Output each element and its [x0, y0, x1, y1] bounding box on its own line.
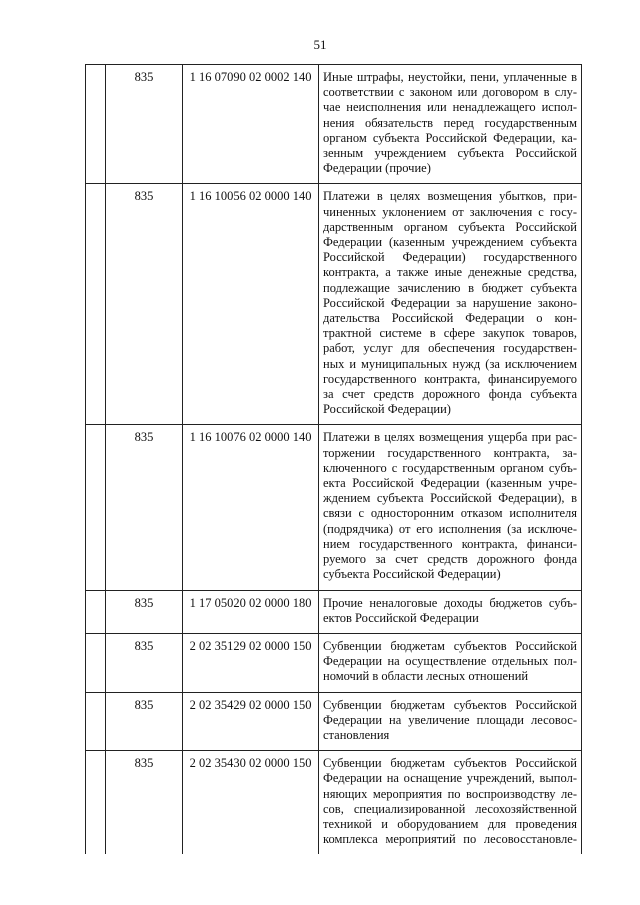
kbk-code-cell: 1 16 10056 02 0000 140	[183, 184, 319, 425]
description-line: становления	[323, 727, 390, 742]
table-row	[86, 425, 582, 590]
kbk-code-cell: 1 17 05020 02 0000 180	[183, 590, 319, 633]
description-line: Субвенции бюджетам субъектов Российской	[323, 638, 577, 653]
description-line: Субвенции бюджетам субъектов Российской	[323, 697, 577, 712]
description-line: Российской Федерации)	[323, 402, 451, 417]
description-line: (подрядчика) от его исполнения (за исключе-	[323, 521, 577, 536]
table-row	[86, 692, 582, 751]
description-line: Федерации (прочие)	[323, 161, 431, 176]
description-line: няющих мероприятия по воспроизводству ле-	[323, 786, 577, 801]
description-line: связи с односторонним отказом исполнителя	[323, 506, 577, 521]
description-line: за счет средств дорожного фонда субъекта	[323, 387, 577, 402]
description-line: Платежи в целях возмещения ущерба при рас-	[323, 430, 577, 445]
description-cell	[319, 184, 582, 425]
description-line: трактной системе в сфере закупок товаров,	[323, 326, 577, 341]
description-line: государственного контракта, финансируемого	[323, 371, 577, 386]
description-line: зенным учреждением субъекта Российской	[323, 146, 577, 161]
admin-code-cell: 835	[106, 633, 183, 692]
description-line: чае неисполнения или ненадлежащего испол-	[323, 100, 577, 115]
kbk-code-cell: 2 02 35430 02 0000 150	[183, 751, 319, 855]
description-line: дарственным органом субъекта Российской	[323, 219, 577, 234]
description-line: ждением субъекта Российской Федерации), в	[323, 491, 577, 506]
description-line: подлежащие зачислению в бюджет субъекта	[323, 280, 577, 295]
description-cell	[319, 751, 582, 855]
description-line: нения обязательств перед государственным	[323, 115, 577, 130]
description-line: Российской Федерации) государственного	[323, 250, 577, 265]
description-line: Федерации (казенным учреждением субъекта	[323, 235, 577, 250]
revenue-classification-table	[85, 64, 582, 854]
description-line: Федерации на оснащение учреждений, выпол-	[323, 771, 577, 786]
kbk-code-cell: 2 02 35129 02 0000 150	[183, 633, 319, 692]
admin-code-cell: 835	[106, 692, 183, 751]
description-cell	[319, 65, 582, 184]
description-line: торжении государственного контракта, за-	[323, 445, 577, 460]
description-line: работ, услуг для обеспечения государствен-	[323, 341, 577, 356]
description-line: Субвенции бюджетам субъектов Российской	[323, 756, 577, 771]
description-line: контракта, а также иные денежные средства,	[323, 265, 577, 280]
description-cell	[319, 425, 582, 590]
kbk-code-cell: 2 02 35429 02 0000 150	[183, 692, 319, 751]
description-line: субъекта Российской Федерации)	[323, 567, 501, 582]
description-cell	[319, 692, 582, 751]
page-number: 51	[313, 37, 327, 52]
description-line: екта Российской Федерации (казенным учре-	[323, 476, 577, 491]
admin-code-cell: 835	[106, 184, 183, 425]
description-line: техникой и оборудованием для проведения	[323, 816, 577, 831]
empty-cell	[86, 692, 106, 751]
description-line: сов, специализированной лесохозяйственной	[323, 801, 577, 816]
description-line: руемого за счет средств дорожного фонда	[323, 552, 577, 567]
table-body	[86, 65, 582, 855]
table-row	[86, 751, 582, 855]
description-line: Иные штрафы, неустойки, пени, уплаченные в	[323, 70, 577, 84]
description-cell	[319, 590, 582, 633]
description-line: чиненных уклонением от заключения с госу-	[323, 204, 577, 219]
description-line: соответствии с законом или договором в слу-	[323, 85, 577, 100]
description-line: нием государственного контракта, финанси-	[323, 536, 577, 551]
description-line: Российской Федерации за нарушение законо-	[323, 295, 577, 310]
admin-code-cell: 835	[106, 751, 183, 855]
table-row	[86, 590, 582, 633]
kbk-code-cell: 1 16 07090 02 0002 140	[183, 65, 319, 184]
table-row	[86, 184, 582, 425]
description-line: ектов Российской Федерации	[323, 610, 479, 625]
description-line: Федерации на увеличение площади лесовос-	[323, 712, 577, 727]
description-cell	[319, 633, 582, 692]
description-line: ключенного с государственным органом субъ-	[323, 460, 577, 475]
description-line: органом субъекта Российской Федерации, ка-	[323, 130, 577, 145]
empty-cell	[86, 425, 106, 590]
empty-cell	[86, 184, 106, 425]
description-line: комплекса мероприятий по лесовосстановле-	[323, 832, 577, 847]
description-line: дательства Российской Федерации о кон-	[323, 311, 577, 326]
admin-code-cell: 835	[106, 590, 183, 633]
description-line: Прочие неналоговые доходы бюджетов субъ-	[323, 595, 577, 610]
admin-code-cell: 835	[106, 425, 183, 590]
table-row	[86, 633, 582, 692]
description-line: номочий в области лесных отношений	[323, 669, 529, 684]
admin-code-cell: 835	[106, 65, 183, 184]
table-row	[86, 65, 582, 184]
kbk-code-cell: 1 16 10076 02 0000 140	[183, 425, 319, 590]
empty-cell	[86, 751, 106, 855]
empty-cell	[86, 65, 106, 184]
description-line: ных и муниципальных нужд (за исключением	[323, 356, 577, 371]
description-line: Платежи в целях возмещения убытков, при-	[323, 189, 577, 204]
empty-cell	[86, 590, 106, 633]
description-line: Федерации на осуществление отдельных пол-	[323, 654, 577, 669]
empty-cell	[86, 633, 106, 692]
